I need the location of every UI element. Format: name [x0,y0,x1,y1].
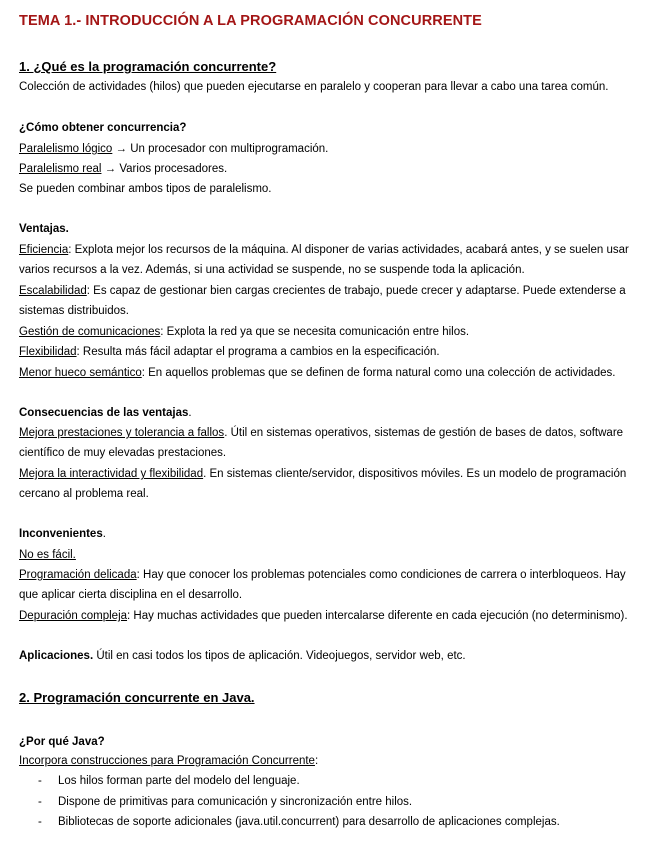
ventajas-heading: Ventajas. [19,223,69,235]
mejora-prestaciones-paragraph [19,423,641,463]
paralelismo-logico-term: Paralelismo lógico [19,143,113,155]
como-heading: ¿Cómo obtener concurrencia? [19,122,187,134]
depuracion-compleja-text: : Hay muchas actividades que pueden intercalarse diferente en cada ejecución (no determinismo). [127,610,628,622]
menor-hueco-term: Menor hueco semántico [19,367,142,379]
java-intro-colon: : [314,755,319,767]
no-es-facil-line [19,545,643,565]
gestion-comunicaciones-text: : Explota la red ya que se necesita comunicación entre hilos. [160,326,470,338]
aplicaciones-text: Útil en casi todos los tipos de aplicación. Videojuegos, servidor web, etc. [93,650,466,662]
paralelismo-logico-text: → Un procesador con multiprogramación. [112,143,329,155]
programacion-delicada-text: : Hay que conocer los problemas potenciales como condiciones de carrera o interbloqueos. Hay que aplicar cierta disciplina en el desarrollo. [19,569,626,601]
por-que-java-heading: ¿Por qué Java? [19,736,105,748]
bullet-text: Los hilos forman parte del modelo del lenguaje. [58,775,300,787]
inconvenientes-heading-line [19,524,643,544]
bullet-item [38,775,300,787]
paralelismo-logico-line [19,139,643,159]
paralelismo-real-term: Paralelismo real [19,163,102,175]
bullet-item [38,796,412,808]
escalabilidad-term: Escalabilidad [19,285,87,297]
depuracion-compleja-line [19,606,643,626]
java-intro-term: Incorpora construcciones para Programación Concurrente [19,755,315,767]
bullet-text: Dispone de primitivas para comunicación y sincronización entre hilos. [58,796,413,808]
consecuencias-heading: Consecuencias de las ventajas [19,407,189,419]
eficiencia-term: Eficiencia [19,244,69,256]
bullet-text: Bibliotecas de soporte adicionales (java.util.concurrent) para desarrollo de aplicaciones complejas. [58,816,560,828]
section-1-heading: 1. ¿Qué es la programación concurrente? [19,59,277,74]
no-es-facil-term: No es fácil. [19,549,76,561]
bullet-dash: - [38,775,42,787]
flexibilidad-text: : Resulta más fácil adaptar el programa a cambios en la especificación. [76,346,440,358]
consecuencias-heading-line [19,403,643,423]
aplicaciones-line [19,646,643,666]
mejora-interactividad-paragraph [19,464,641,504]
depuracion-compleja-term: Depuración compleja [19,610,128,622]
paralelismo-real-text: → Varios procesadores. [101,163,228,175]
menor-hueco-line [19,363,643,383]
bullet-item [38,816,560,828]
escalabilidad-paragraph [19,281,641,321]
bullet-dash: - [38,816,42,828]
consecuencias-heading-period: . [188,407,192,419]
paralelismo-real-line [19,159,643,179]
escalabilidad-text: : Es capaz de gestionar bien cargas crecientes de trabajo, puede crecer y adaptarse. Puede extenderse a sistemas distribuidos. [19,285,626,317]
aplicaciones-heading: Aplicaciones. [19,650,94,662]
combinar-line: Se pueden combinar ambos tipos de paralelismo. [19,183,272,195]
gestion-comunicaciones-line [19,322,643,342]
programacion-delicada-term: Programación delicada [19,569,137,581]
eficiencia-text: : Explota mejor los recursos de la máquina. Al disponer de varias actividades, acabará antes, y se suelen usar varios recursos a la vez. Además, si una actividad se suspende, no se suspende toda la aplicación. [19,244,629,276]
programacion-delicada-paragraph [19,565,641,605]
mejora-prestaciones-text: . Útil en sistemas operativos, sistemas de gestión de bases de datos, software científico de muy elevadas prestaciones. [19,427,624,459]
menor-hueco-text: : En aquellos problemas que se definen de forma natural como una colección de actividades. [141,367,616,379]
inconvenientes-heading: Inconvenientes [19,528,103,540]
bullet-dash: - [38,796,42,808]
flexibilidad-term: Flexibilidad [19,346,77,358]
flexibilidad-line [19,342,643,362]
eficiencia-paragraph [19,240,641,280]
mejora-interactividad-term: Mejora la interactividad y flexibilidad [19,468,204,480]
gestion-comunicaciones-term: Gestión de comunicaciones [19,326,161,338]
document-title: TEMA 1.- INTRODUCCIÓN A LA PROGRAMACIÓN CONCURRENTE [19,13,482,29]
section-1-definition: Colección de actividades (hilos) que pueden ejecutarse en paralelo y cooperan para llevar a cabo una tarea común. [19,81,609,93]
mejora-prestaciones-term: Mejora prestaciones y tolerancia a fallos [19,427,225,439]
java-intro-line [19,751,643,771]
section-2-heading: 2. Programación concurrente en Java. [19,690,255,705]
inconvenientes-heading-period: . [102,528,106,540]
mejora-interactividad-text: . En sistemas cliente/servidor, dispositivos móviles. Es un modelo de programación cercano al problema real. [19,468,627,500]
